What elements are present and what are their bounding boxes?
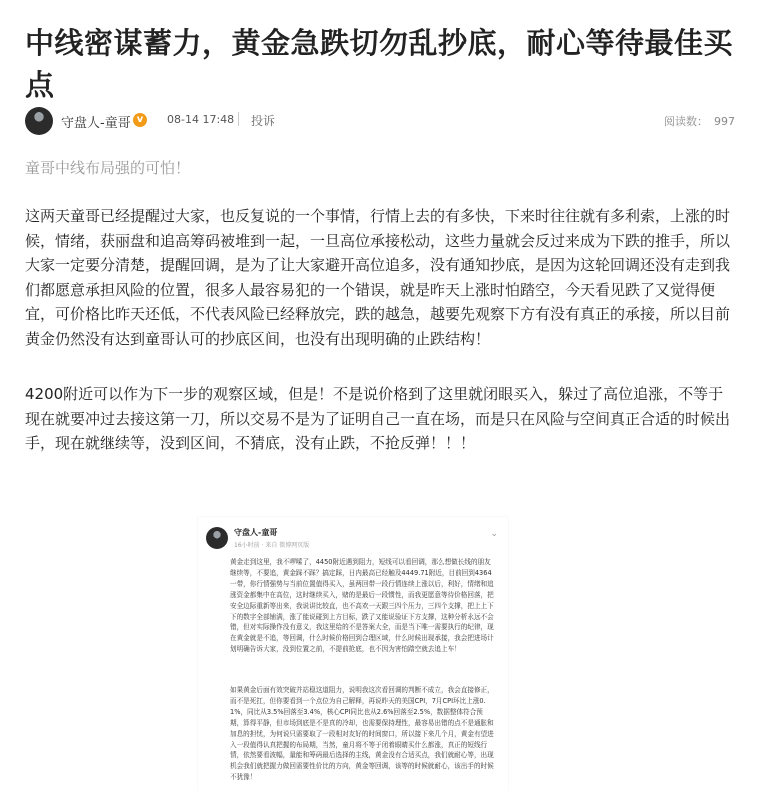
complain-link[interactable]: 投诉: [251, 114, 276, 128]
author-avatar[interactable]: [25, 107, 53, 135]
body-paragraph: 4200附近可以作为下一步的观察区域，但是！不是说价格到了这里就闭眼买入，躲过了高位追涨，不等于现在就要冲过去接这第一刀，所以交易不是为了证明自己一直在场，而是只在风险与空间真正合适的时候出手，现在就继续等，没到区间，不猜底，没有止跌，不抢反弹！！！: [25, 385, 731, 452]
article-title: 中线密谋蓄力，黄金急跌切勿乱抄底，耐心等待最佳买点: [25, 26, 734, 102]
lead-text: 童哥中线布局强的可怕！: [25, 159, 191, 177]
embedded-post-screenshot[interactable]: [198, 517, 508, 791]
author-row: [25, 105, 735, 137]
embedded-avatar: [206, 527, 228, 549]
publish-date: 08-14 17:48: [167, 113, 235, 126]
body-paragraph: 这两天童哥已经提醒过大家，也反复说的一个事情，行情上去的有多快，下来时往往就有多利索，上涨的时候，情绪，获丽盘和追高筹码被堆到一起，一旦高位承接松动，这些力量就会反过来成为下跌的推手，所以大家一定要分清楚，提醒回调，是为了让大家避开高位追多，没有通知抄底，是因为这轮回调还没有走到我们都愿意承担风险的位置，很多人最容易犯的一个错误，就是昨天上涨时怕踏空，今天看见跌了又觉得便宜，可价格比昨天还低，不代表风险已经释放完，跌的越急，越要先观察下方有没有真正的承接，所以目前黄金仍然没有达到童哥认可的抄底区间，也没有出现明确的止跌结构！: [25, 207, 731, 348]
embedded-post-meta: 16小时前 · 来自 微博网页版: [234, 542, 310, 549]
read-count: [658, 113, 735, 129]
embedded-post-header: [206, 527, 500, 557]
read-count-value: 997: [714, 115, 735, 128]
read-count-label: 阅读数：: [664, 115, 708, 128]
v-badge-icon: v: [133, 113, 147, 127]
chevron-down-icon: ⌄: [490, 529, 498, 539]
embedded-paragraph: 黄金走到这里，我不啰嗦了，4450附近遇到阻力，短线可以看回调，那么想做长线的朋友继续等，不要追，黄金踩不踩？搞定踩，日内最高已经触及4449.71附近，目前回到4364一带，你行情强势与当前位置值得买入，虽两回带一段行情连续上涨以后，利好，情绪和追涨资金都集中在高位，这时继续买入，赌的是最后一段惯性，而我更愿意等待价格回落，把安全边际重新等出来，我说讲比较直，也不高欢一天跟三四个压力，三四个支撑，把上上下下的数字全部铺满，涨了能说碰到上方目标，跌了又能说验证下方支撑，这种分析永远不会错，但对实际操作没有意义，我这里给的不是答案大全，而是当下唯一需要执行的纪律，现在黄金就是不追，等回调，什么时候价格回到合理区域，什么时候出现承接，我会把进场计划明确告诉大家，没到位置之前，不提前抢底，也不因为害怕踏空就去追上车！: [230, 558, 494, 654]
embedded-author-name: 守盘人-童哥: [234, 528, 278, 537]
author-name[interactable]: 守盘人-童哥: [61, 116, 131, 131]
embedded-paragraph: 如果黄金后面有效突破并站稳这道阻力，说明我这次看回调的判断不成立，我会直接修正，而不是死扛，但你要看到一个点位为自己解释，再说昨天的美国CPI，7月CPI环比上涨0.1%，同比从3.5%回落至3.4%，核心CPI同比也从2.6%回落至2.5%，数据整体符合预期，算得平静，但市场到底是不是真的冷却，也需要保持理性，最容易出错的点不是通胀和加息的担忧，为何说只需要取了一段相对友好的时间窗口，所以接下来几个月，黄金有望进入一段值得认真把握的布局期，当然，童月将不等于闭着眼睛买什么都涨，真正的短线行情，依然要看波幅，量能和筹码最后选择的主线，黄金没有合适买点，我们就耐心等，出现机会我们就把握力做回需要性价比的方向，黄金等回调，该等的时候就耐心，该出手的时候不犹豫！: [230, 686, 494, 782]
divider: [238, 112, 239, 126]
